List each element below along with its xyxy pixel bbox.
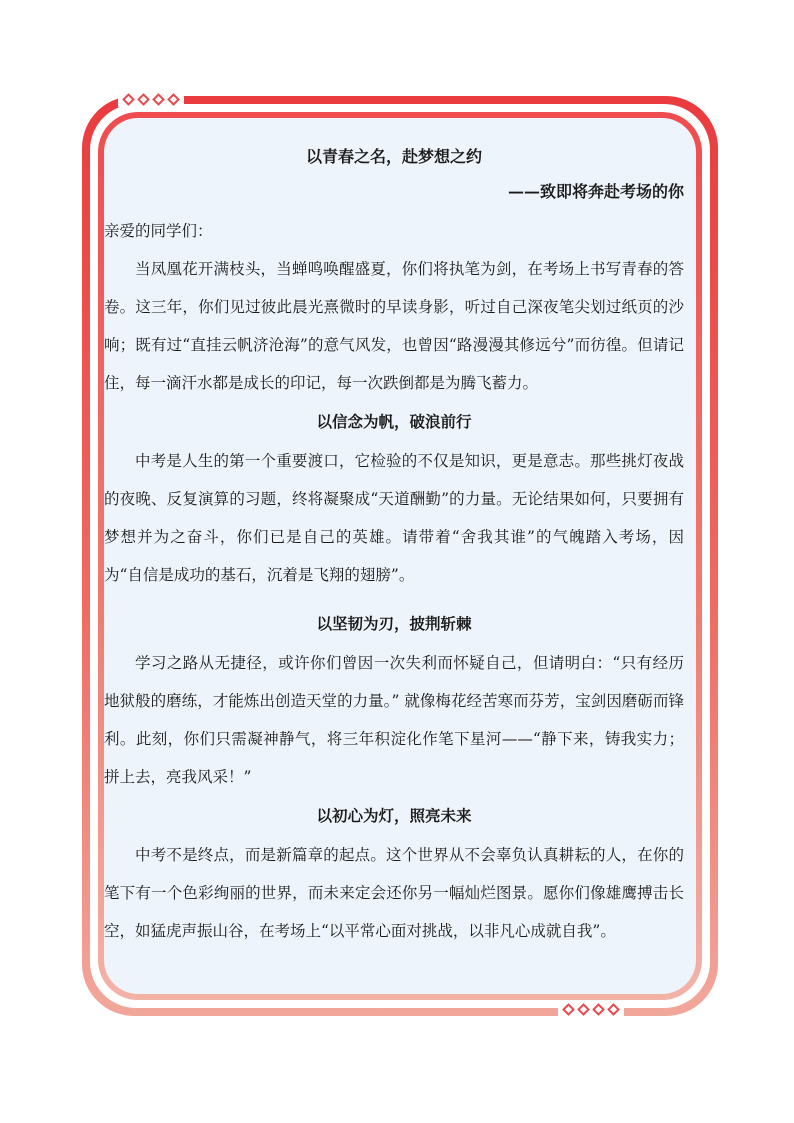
- section-heading-tenacity: 以坚韧为刃，披荆斩棘: [316, 614, 472, 633]
- intro-paragraph: 当凤凰花开满枝头，当蝉鸣唤醒盛夏，你们将执笔为剑，在考场上书写青春的答卷。这三年，你们见过彼此晨光熹微时的早读身影，听过自己深夜笔尖划过纸页的沙响；既有过“直挂云帆济沧海”的意气风发，也曾因“路漫漫其修远兮”而彷徨。但请记住，每一滴汗水都是成长的印记，每一次跌倒都是为腾飞蓄力。: [104, 260, 684, 392]
- letter-greeting: 亲爱的同学们：: [104, 222, 213, 240]
- diamond-icon: [152, 93, 165, 106]
- diamond-icon: [577, 1003, 590, 1016]
- diamond-icon: [562, 1003, 575, 1016]
- diamond-ornament-bottom: [558, 1002, 624, 1017]
- diamond-icon: [122, 93, 135, 106]
- letter-body: [104, 130, 684, 950]
- letter-subtitle: ——致即将奔赴考场的你: [507, 182, 684, 201]
- diamond-icon: [607, 1003, 620, 1016]
- letter-title: 以青春之名，赴梦想之约: [305, 147, 482, 166]
- diamond-icon: [137, 93, 150, 106]
- section-paragraph-aspiration: 中考不是终点，而是新篇章的起点。这个世界从不会辜负认真耕耘的人，在你的笔下有一个色彩绚丽的世界，而未来定会还你另一幅灿烂图景。愿你们像雄鹰搏击长空，如猛虎声振山谷，在考场上“以平常心面对挑战，以非凡心成就自我”。: [104, 846, 684, 940]
- section-heading-aspiration: 以初心为灯，照亮未来: [316, 806, 472, 825]
- diamond-ornament-top: [118, 92, 184, 107]
- section-paragraph-faith: 中考是人生的第一个重要渡口，它检验的不仅是知识，更是意志。那些挑灯夜战的夜晚、反复演算的习题，终将凝聚成“天道酬勤”的力量。无论结果如何，只要拥有梦想并为之奋斗，你们已是自己的英雄。请带着“舍我其谁”的气魄踏入考场，因为“自信是成功的基石，沉着是飞翔的翅膀”。: [104, 452, 684, 584]
- diamond-icon: [592, 1003, 605, 1016]
- section-heading-faith: 以信念为帆，破浪前行: [316, 412, 472, 431]
- section-paragraph-tenacity: 学习之路从无捷径，或许你们曾因一次失利而怀疑自己，但请明白：“只有经历地狱般的磨练，才能炼出创造天堂的力量。” 就像梅花经苦寒而芬芳，宝剑因磨砺而锋利。此刻，你们只需凝神静气，将三年积淀化作笔下星河——“静下来，铸我实力；拼上去，亮我风采！”: [104, 654, 684, 786]
- diamond-icon: [167, 93, 180, 106]
